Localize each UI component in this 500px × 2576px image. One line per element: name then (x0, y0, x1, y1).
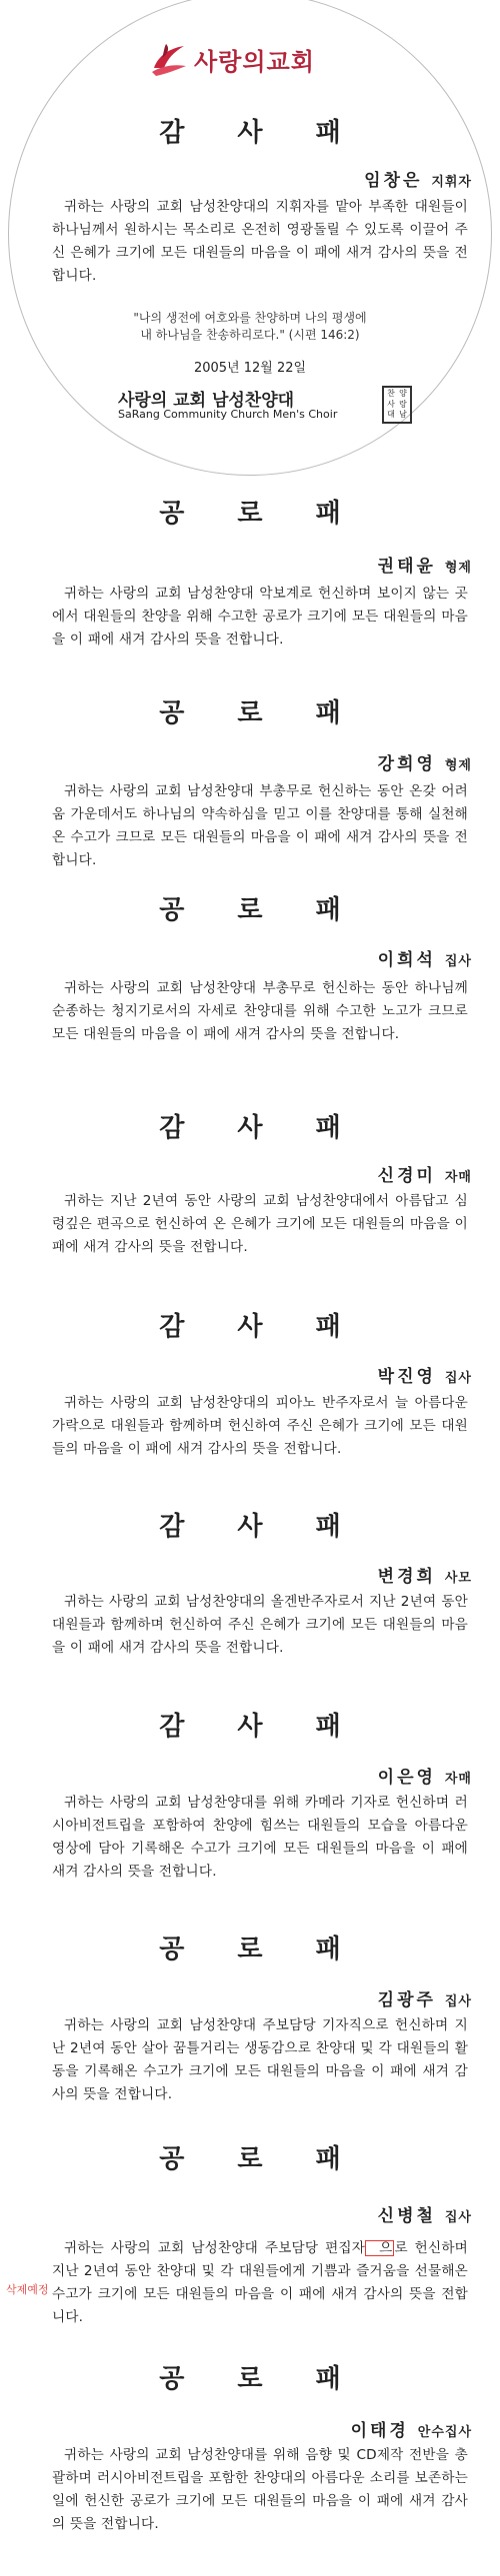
plaque-title: 공 로 패 (159, 1934, 363, 1964)
verse-line-1: "나의 생전에 여호와를 찬양하며 나의 평생에 (133, 311, 367, 325)
recipient-name: 박진영 집사 (377, 1367, 472, 1387)
plaque-body: 귀하는 사랑의 교회 남성찬양대 주보담당 기자직으로 헌신하며 지난 2년여 동안 살아 꿈틀거리는 생동감으로 찬양대 및 각 대원들의 활동을 기록해온 수고가 크기에 모든 대원들의 마음을 이 패에 새겨 감사의 뜻을 전합니다. (52, 2017, 468, 2102)
recipient-name: 강희영 형제 (377, 754, 472, 774)
plaque-title: 공 로 패 (159, 698, 363, 728)
recipient-name: 변경희 사모 (377, 1567, 472, 1587)
church-name: 사랑의 교회 남성찬양대 (118, 391, 295, 411)
recipient-name: 신병철 집사 (377, 2206, 472, 2226)
recipient-name (364, 166, 472, 191)
church-seal-stamp: 찬 양 사 랑 대 남 (382, 386, 412, 424)
plaque-body: 귀하는 사랑의 교회 남성찬양대의 올겐반주자로서 지난 2년여 동안 대원들과 함께하며 헌신하여 주신 은혜가 크기에 모든 대원들의 마음을 이 패에 새겨 감사의 뜻을 전합니다. (52, 1594, 468, 1656)
plaque-title: 감 사 패 (159, 1113, 363, 1143)
recipient-name-text: 임창은 (364, 171, 423, 191)
plaque-title: 감 사 패 (159, 1312, 363, 1342)
flame-logo-icon (148, 38, 188, 78)
plaque-title: 감 사 패 (159, 1512, 363, 1542)
recipient-name: 이은영 자매 (377, 1768, 472, 1788)
recipient-name: 이희석 집사 (377, 950, 472, 970)
award-date: 2005년 12월 22일 (193, 361, 307, 376)
plaque-title: 공 로 패 (159, 499, 363, 529)
plaque-body: 귀하는 사랑의 교회 남성찬양대를 위해 음향 및 CD제작 전반을 총괄하며 러시아비전트립을 포함한 찬양대의 아름다운 소리를 보존하는 일에 헌신한 공로가 크기에 모든 대원들의 마음을 이 패에 새겨 감사의 뜻을 전합니다. (52, 2447, 468, 2532)
recipient-name: 권태윤 형제 (377, 557, 472, 577)
recipient-name: 김광주 집사 (377, 1990, 472, 2010)
plaque-title: 공 로 패 (159, 2144, 363, 2174)
edit-note-label: 삭제예정 (6, 2283, 49, 2296)
plaque-title: 공 로 패 (159, 2364, 363, 2394)
plaque-title: 공 로 패 (159, 895, 363, 925)
church-logo (0, 38, 500, 80)
church-name-english: SaRang Community Church Men's Choir (118, 408, 338, 421)
edit-highlight-box: 으 (365, 2240, 394, 2256)
plaque-body: 귀하는 사랑의 교회 남성찬양대 부총무로 헌신하는 동안 하나님께 순종하는 청지기로서의 자세로 찬양대를 위해 수고한 노고가 크므로 모든 대원들의 마음을 이 패에 새겨 감사의 뜻을 전합니다. (52, 980, 468, 1042)
recipient-role: 지휘자 (431, 175, 472, 190)
plaque-title: 감 사 패 (159, 118, 363, 148)
plaque-body: 귀하는 사랑의 교회 남성찬양대를 위해 카메라 기자로 헌신하며 러시아비전트립을 포함하여 찬양에 힘쓰는 대원들의 모습을 아름다운 영상에 담아 기록해온 수고가 크기에 모든 대원들의 마음을 이 패에 새겨 감사의 뜻을 전합니다. (52, 1795, 468, 1880)
bible-verse (0, 310, 500, 344)
plaque-body: 귀하는 사랑의 교회 남성찬양대 부총무로 헌신하는 동안 온갖 어려움 가운데서도 하나님의 약속하심을 믿고 이를 찬양대를 통해 실천해온 수고가 크므로 모든 대원들의 마음을 이 패에 새겨 감사의 뜻을 전합니다. (52, 783, 468, 868)
plaque-body: 귀하는 사랑의 교회 남성찬양대 주보담당 편집자 으 로 헌신하며 지난 2년여 동안 찬양대 및 각 대원들에게 기쁨과 즐거움을 선물해온 수고가 크기에 모든 대원들의 마음을 이 패에 새겨 감사의 뜻을 전합니다. (52, 2240, 468, 2325)
plaque-title: 감 사 패 (159, 1712, 363, 1742)
recipient-name: 신경미 자매 (377, 1166, 472, 1186)
plaque-body: 귀하는 사랑의 교회 남성찬양대 악보계로 헌신하며 보이지 않는 곳에서 대원들의 찬양을 위해 수고한 공로가 크기에 모든 대원들의 마음을 이 패에 새겨 감사의 뜻을 전합니다. (52, 586, 468, 647)
logo-text: 사랑의교회 (194, 48, 315, 76)
plaque-body: 귀하는 지난 2년여 동안 사랑의 교회 남성찬양대에서 아름답고 심령깊은 편곡으로 헌신하여 온 은혜가 크기에 모든 대원들의 마음을 이 패에 새겨 감사의 뜻을 전합니다. (52, 1193, 468, 1255)
verse-line-2: 내 하나님을 찬송하리로다." (시편 146:2) (140, 328, 360, 342)
recipient-name: 이태경 안수집사 (350, 2421, 472, 2441)
plaque-body: 귀하는 사랑의 교회 남성찬양대의 피아노 반주자로서 늘 아름다운 가락으로 대원들과 함께하며 헌신하여 주신 은혜가 크기에 모든 대원들의 마음을 이 패에 새겨 감사의 뜻을 전합니다. (52, 1395, 468, 1457)
plaque-body: 귀하는 사랑의 교회 남성찬양대의 지휘자를 맡아 부족한 대원들이 하나님께서 원하시는 목소리로 온전히 영광돌릴 수 있도록 이끌어 주신 은혜가 크기에 모든 대원들의 마음을 이 패에 새겨 감사의 뜻을 전합니다. (52, 199, 468, 284)
